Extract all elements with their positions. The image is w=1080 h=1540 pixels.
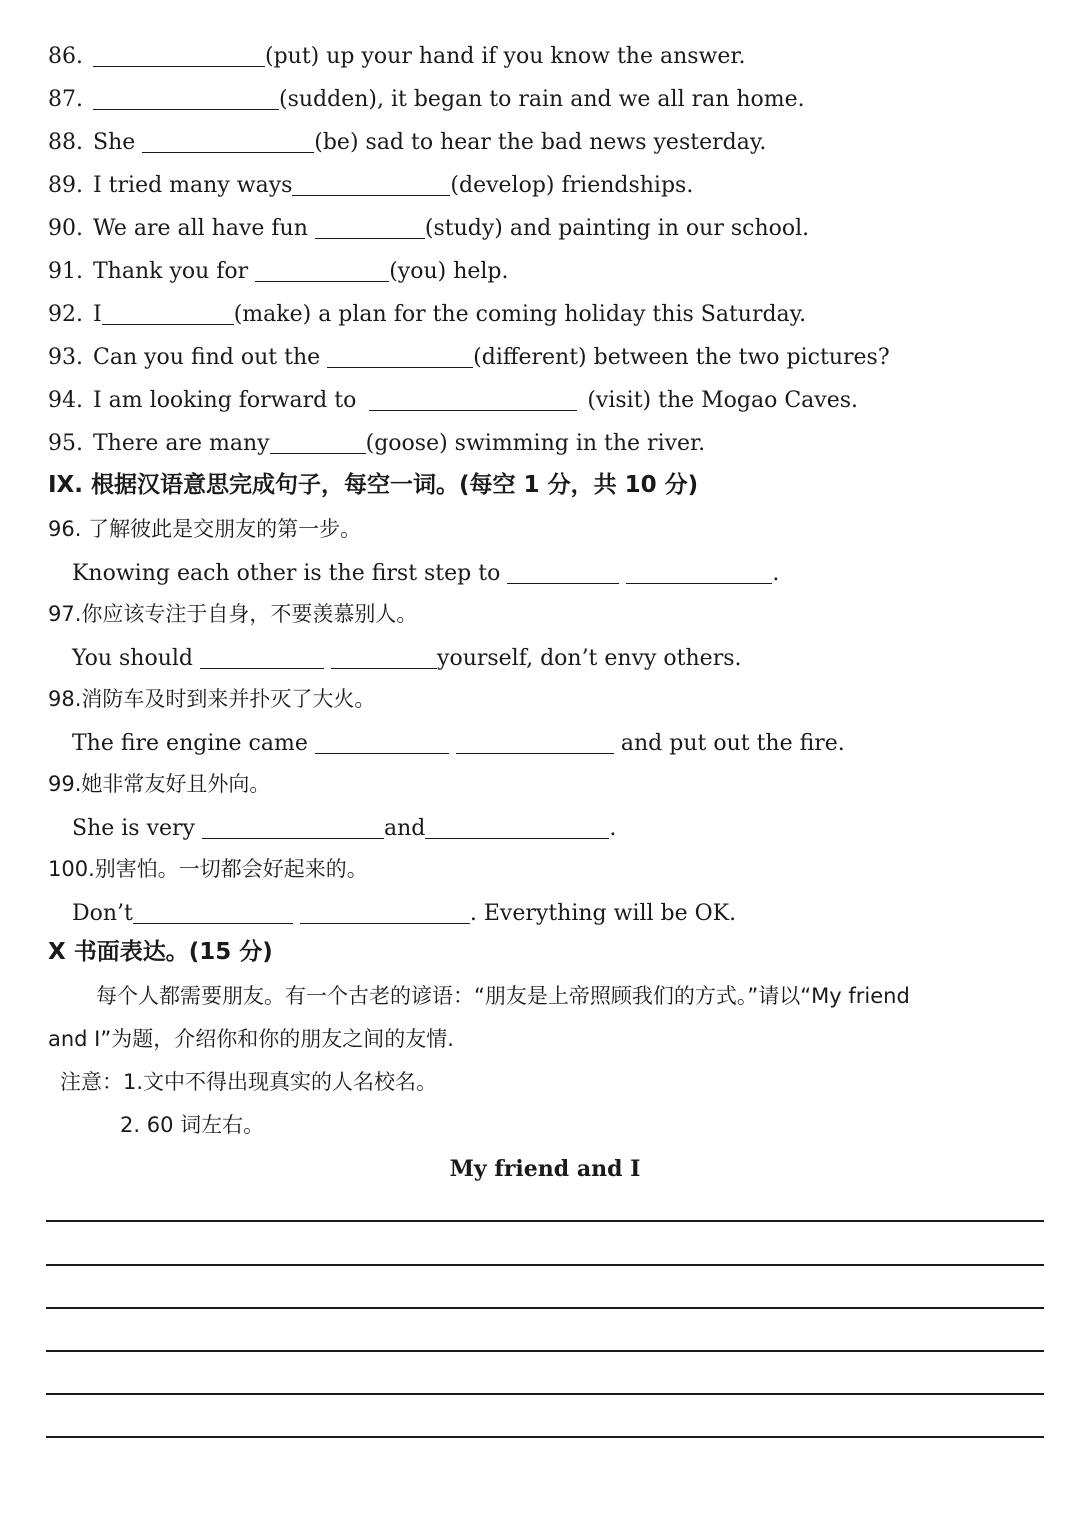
question-text: (goose) swimming in the river. xyxy=(365,431,706,456)
question-97-chinese: 97.你应该专注于自身，不要羡慕别人。 xyxy=(48,602,418,626)
answer-blank[interactable] xyxy=(369,388,577,411)
question-text-mid: and xyxy=(383,816,426,841)
question-text: (put) up your hand if you know the answer. xyxy=(265,44,746,69)
answer-blank[interactable] xyxy=(507,561,619,584)
question-text: (you) help. xyxy=(389,259,509,284)
question-text-before: You should xyxy=(72,646,194,671)
question-99 xyxy=(72,814,616,844)
question-text-before: The fire engine came xyxy=(72,731,308,756)
answer-blank[interactable] xyxy=(315,216,425,239)
writing-prompt-line-2: and I”为题，介绍你和你的朋友之间的友情. xyxy=(48,1027,454,1051)
answer-blank[interactable] xyxy=(425,816,609,839)
question-93 xyxy=(48,343,890,373)
writing-note-1: 注意：1.文中不得出现真实的人名校名。 xyxy=(60,1070,438,1094)
question-number: 92. xyxy=(48,302,83,327)
question-95 xyxy=(48,429,705,459)
writing-line[interactable] xyxy=(46,1220,1044,1222)
answer-blank[interactable] xyxy=(133,901,293,924)
answer-blank[interactable] xyxy=(202,816,384,839)
question-text-before: Thank you for xyxy=(93,259,249,284)
question-number: 93. xyxy=(48,345,83,370)
answer-blank[interactable] xyxy=(327,345,473,368)
question-number: 90. xyxy=(48,216,83,241)
question-text-before: Don’t xyxy=(72,901,133,926)
answer-blank[interactable] xyxy=(255,259,389,282)
answer-blank[interactable] xyxy=(626,561,772,584)
question-text: (study) and painting in our school. xyxy=(424,216,810,241)
question-88 xyxy=(48,128,766,158)
question-99-chinese: 99.她非常友好且外向。 xyxy=(48,772,271,796)
question-98-chinese: 98.消防车及时到来并扑灭了大火。 xyxy=(48,687,376,711)
question-text-before: We are all have fun xyxy=(93,216,308,241)
question-96-chinese: 96. 了解彼此是交朋友的第一步。 xyxy=(48,517,362,541)
writing-note-2: 2. 60 词左右。 xyxy=(120,1113,265,1137)
question-number: 95. xyxy=(48,431,83,456)
question-number: 88. xyxy=(48,130,83,155)
answer-blank[interactable] xyxy=(292,173,450,196)
question-number: 89. xyxy=(48,173,83,198)
answer-blank[interactable] xyxy=(200,646,324,669)
question-text: . xyxy=(772,561,780,586)
question-text-before: She xyxy=(93,130,136,155)
answer-blank[interactable] xyxy=(456,731,614,754)
question-text: (be) sad to hear the bad news yesterday. xyxy=(314,130,767,155)
question-100-chinese: 100.别害怕。一切都会好起来的。 xyxy=(48,857,368,881)
question-text-before: I tried many ways xyxy=(93,173,293,198)
question-text: (sudden), it began to rain and we all ran home. xyxy=(279,87,805,112)
writing-prompt-line-1: 每个人都需要朋友。有一个古老的谚语：“朋友是上帝照顾我们的方式。”请以“My friend xyxy=(96,984,910,1008)
question-number: 86. xyxy=(48,44,83,69)
section-9-heading: IX. 根据汉语意思完成句子，每空一词。(每空 1 分，共 10 分) xyxy=(48,472,699,498)
question-text-before: Knowing each other is the first step to xyxy=(72,561,501,586)
question-text: (make) a plan for the coming holiday this Saturday. xyxy=(233,302,807,327)
answer-blank[interactable] xyxy=(93,44,265,67)
writing-line[interactable] xyxy=(46,1436,1044,1438)
answer-blank[interactable] xyxy=(93,87,279,110)
section-10-heading: X 书面表达。(15 分) xyxy=(48,939,273,965)
question-text-before: She is very xyxy=(72,816,195,841)
writing-line[interactable] xyxy=(46,1307,1044,1309)
question-89 xyxy=(48,171,693,201)
question-92 xyxy=(48,300,806,330)
writing-line[interactable] xyxy=(46,1393,1044,1395)
writing-line[interactable] xyxy=(46,1350,1044,1352)
question-text: . xyxy=(609,816,617,841)
writing-line[interactable] xyxy=(46,1264,1044,1266)
question-87 xyxy=(48,85,805,115)
answer-blank[interactable] xyxy=(315,731,449,754)
question-number: 94. xyxy=(48,388,83,413)
question-text: . Everything will be OK. xyxy=(469,901,737,926)
question-text-before: I xyxy=(93,302,102,327)
question-96 xyxy=(72,559,779,589)
question-text: (different) between the two pictures? xyxy=(473,345,890,370)
question-text-before: Can you find out the xyxy=(93,345,321,370)
answer-blank[interactable] xyxy=(331,646,437,669)
question-text-before: There are many xyxy=(93,431,270,456)
question-98 xyxy=(72,729,845,759)
question-94 xyxy=(48,386,858,416)
essay-title: My friend and I xyxy=(449,1156,641,1182)
question-90 xyxy=(48,214,809,244)
answer-blank[interactable] xyxy=(102,302,234,325)
question-text: (develop) friendships. xyxy=(450,173,694,198)
question-86 xyxy=(48,42,746,72)
question-text: and put out the fire. xyxy=(620,731,845,756)
answer-blank[interactable] xyxy=(300,901,470,924)
question-100 xyxy=(72,899,736,929)
question-text-before: I am looking forward to xyxy=(93,388,357,413)
question-number: 91. xyxy=(48,259,83,284)
question-97 xyxy=(72,644,742,674)
question-text: (visit) the Mogao Caves. xyxy=(587,388,859,413)
question-text: yourself, don’t envy others. xyxy=(437,646,742,671)
answer-blank[interactable] xyxy=(142,130,314,153)
answer-blank[interactable] xyxy=(270,431,366,454)
question-91 xyxy=(48,257,509,287)
question-number: 87. xyxy=(48,87,83,112)
